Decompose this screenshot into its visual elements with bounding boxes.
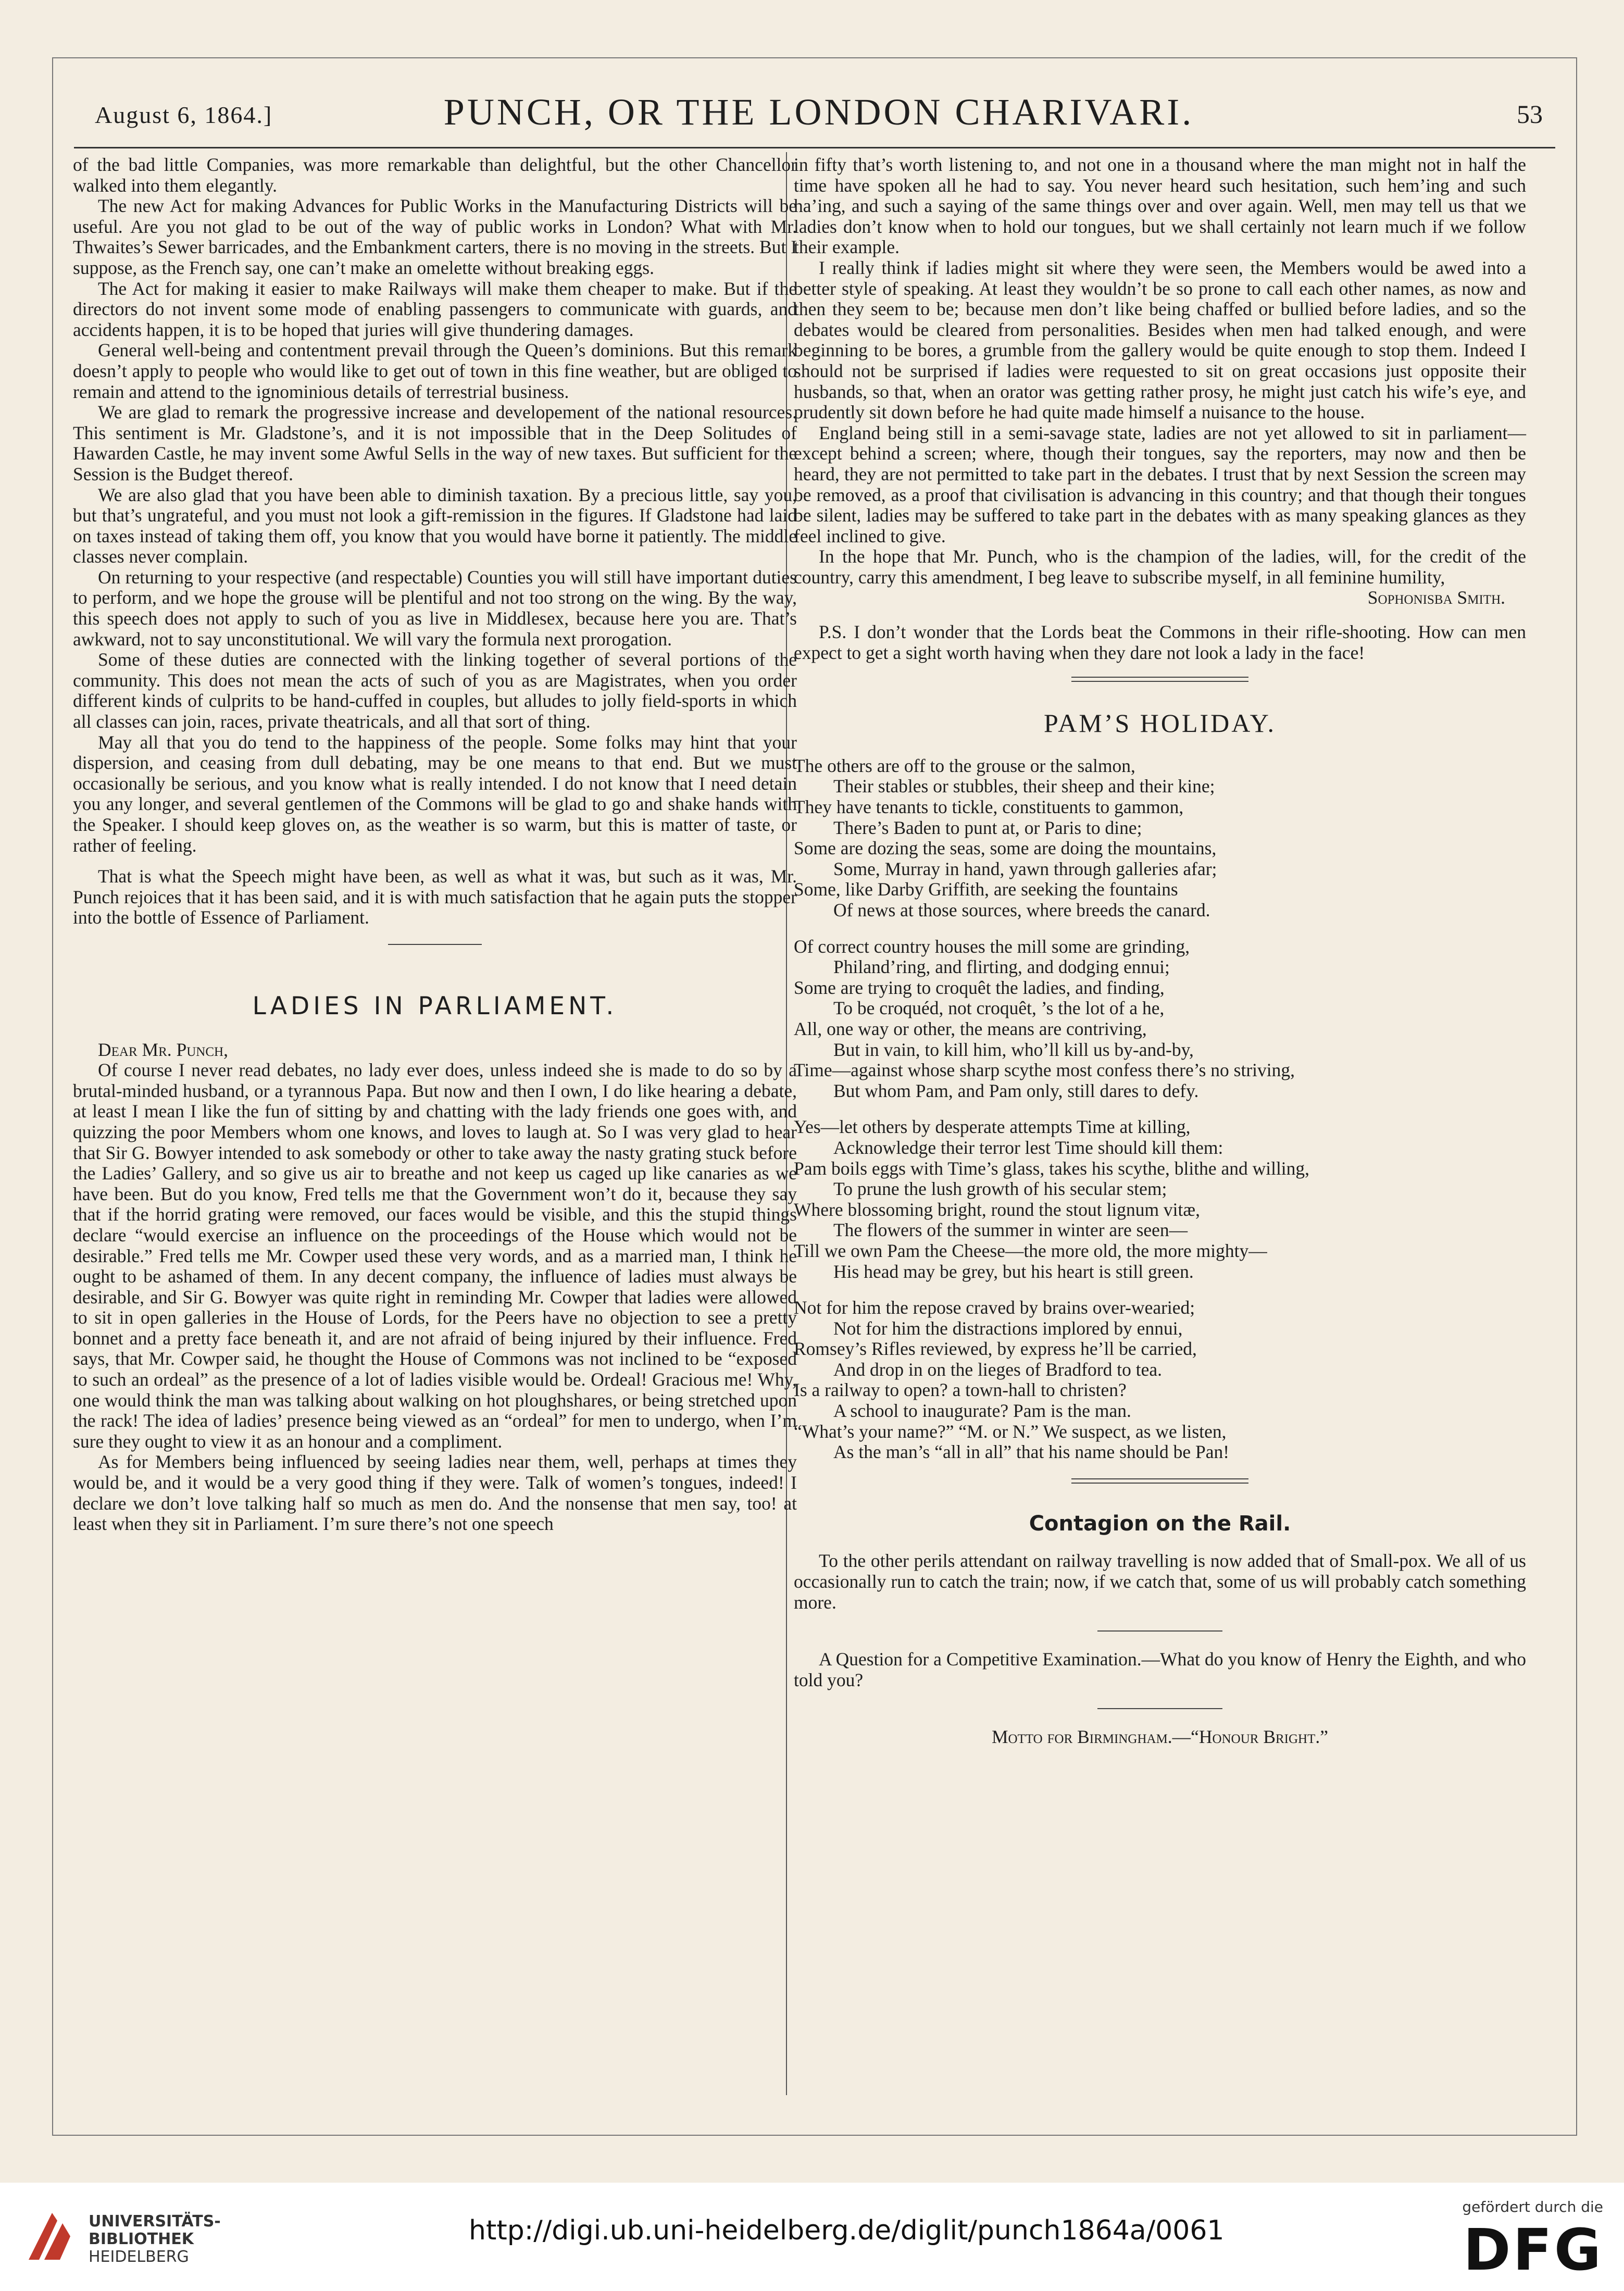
poem-line: And drop in on the lieges of Bradford to tea. bbox=[833, 1359, 1162, 1380]
poem-line: “What’s your name?” “M. or N.” We suspect, as we listen, bbox=[794, 1421, 1227, 1442]
poem-stanza bbox=[794, 1298, 1526, 1463]
poem-line: As the man’s “all in all” that his name should be Pan! bbox=[833, 1441, 1230, 1463]
paragraph: Some of these duties are connected with the linking together of several portions of the community. This does not mean the acts of such of you as are Magistrates, when you order different kinds of culprits to be hand-cuffed in couples, but alludes to jolly field-sports in which all classes can join, races, private theatricals, and all that sort of thing. bbox=[73, 649, 797, 732]
paragraph: As for Members being influenced by seeing ladies near them, well, perhaps at times they would be, and it would be a very good thing if they were. Talk of women’s tongues, indeed! I declare we don’t love talking half so much as men do. And the nonsense that men say, too! at least when they sit in Parliament. I’m sure there’s not one speech bbox=[73, 1451, 797, 1535]
section-rule bbox=[1071, 1478, 1248, 1484]
paragraph: in fifty that’s worth listening to, and not one in a thousand where the man might not in half the time have spoken all he had to say. You never heard such hesitation, such hem’ing and such ha’ing, and such a saying of the same things over and over again. Well, men may tell us that we ladies don’t know when to hold our tongues, but we shall certainly not learn much if we follow their example. bbox=[794, 154, 1526, 258]
paragraph: To the other perils attendant on railway travelling is now added that of Small-pox. We all of us occasionally run to catch the train; now, if we catch that, some of us will probably catch something more. bbox=[794, 1550, 1526, 1613]
poem-stanza bbox=[794, 937, 1526, 1102]
poem-stanza bbox=[794, 1117, 1526, 1282]
page-header bbox=[95, 79, 1543, 142]
poem-line: Time—against whose sharp scythe most confess there’s no striving, bbox=[794, 1060, 1295, 1081]
poem-line: Of correct country houses the mill some are grinding, bbox=[794, 936, 1190, 957]
poem-line: There’s Baden to punt at, or Paris to dine; bbox=[833, 817, 1142, 838]
postscript: P.S. I don’t wonder that the Lords beat the Commons in their rifle-shooting. How can men expect to get a sight worth having when they dare not look a lady in the face! bbox=[794, 621, 1526, 663]
poem-line: Some, Murray in hand, yawn through galleries afar; bbox=[833, 858, 1217, 879]
paragraph: of the bad little Companies, was more remarkable than delightful, but the other Chancellor walked into them elegantly. bbox=[73, 154, 797, 196]
poem-line: Pam boils eggs with Time’s glass, takes his scythe, blithe and willing, bbox=[794, 1157, 1310, 1179]
poem-line: Where blossoming bright, round the stout lignum vitæ, bbox=[794, 1199, 1200, 1220]
funding-caption: gefördert durch die bbox=[1462, 2198, 1603, 2215]
library-name bbox=[89, 2213, 221, 2266]
masthead-title: PUNCH, OR THE LONDON CHARIVARI. bbox=[443, 91, 1194, 133]
paragraph: In the hope that Mr. Punch, who is the champion of the ladies, will, for the credit of the country, carry this amendment, I beg leave to subscribe myself, in all feminine humility, bbox=[794, 546, 1526, 588]
library-name-line: BIBLIOTHEK bbox=[89, 2230, 194, 2248]
poem bbox=[794, 756, 1526, 1463]
left-column bbox=[73, 155, 797, 1535]
page-number: 53 bbox=[1517, 99, 1543, 129]
poem-line: Of news at those sources, where breeds the canard. bbox=[833, 900, 1210, 920]
poem-line: Philand’ring, and flirting, and dodging ennui; bbox=[833, 956, 1170, 978]
section-rule bbox=[388, 944, 482, 945]
footer bbox=[0, 2183, 1624, 2291]
poem-line: They have tenants to tickle, constituents to gammon, bbox=[794, 796, 1184, 818]
poem-line: But whom Pam, and Pam only, still dares to defy. bbox=[833, 1080, 1199, 1101]
paragraph: May all that you do tend to the happiness of the people. Some folks may hint that your dispersion, and ceasing from dull debating, may be one means to that end. But we must occasionally be serious, and you know what is really intended. I do not know that I need detain you any longer, and several gentlemen of the Commons will be glad to go and shake hands with the Speaker. I should keep gloves on, as the weather is so warm, but this is matter of taste, or rather of feeling. bbox=[73, 731, 797, 856]
paragraph: The Act for making it easier to make Railways will make them cheaper to make. But if the directors do not invent some mode of enabling passengers to communicate with guards, and accidents happen, it is to be hoped that juries will give thundering damages. bbox=[73, 278, 797, 340]
library-name-line: HEIDELBERG bbox=[89, 2248, 189, 2266]
paragraph: England being still in a semi-savage state, ladies are not yet allowed to sit in parliament—except behind a screen; where, though their tongues, say the reporters, may now and then be heard, they are not permitted to take part in the debates. I trust that by next Session the screen may be removed, as a proof that civilisation is advancing in this country; and that though their tongues be silent, ladies may be suffered to take part in the debates with as many speaking glances as they feel inclined to give. bbox=[794, 422, 1526, 546]
motto: Motto for Birmingham.—“Honour Bright.” bbox=[991, 1726, 1329, 1748]
right-column bbox=[794, 155, 1526, 1748]
section-rule bbox=[1097, 1708, 1222, 1709]
paragraph: The new Act for making Advances for Public Works in the Manufacturing Districts will be useful. Are you not glad to be out of the way of public works in London? What with Mr. Thwaites’s Sewer barricades, and the Embankment carters, there is no moving in the streets. But I suppose, as the French say, one can’t make an omelette without breaking eggs. bbox=[73, 195, 797, 278]
poem-line: The flowers of the summer in winter are seen— bbox=[833, 1219, 1188, 1241]
paragraph: I really think if ladies might sit where they were seen, the Members would be awed into a better style of speaking. At least they wouldn’t be so prone to call each other names, as now and then they seem to be; because men don’t like being chaffed or bullied before ladies, and so the debates would be cleared from personalities. Besides when men had talked enough, and were beginning to be bores, a grumble from the gallery would be quite enough to stop them. Indeed I should not be surprised if ladies were requested to sit on great occasions just opposite their husbands, so that, when an orator was getting rather prosy, he might just catch his wife’s eye, and prudently sit down before he had quite made himself a nuisance to the house. bbox=[794, 257, 1526, 423]
poem-title: PAM’S HOLIDAY. bbox=[1044, 708, 1276, 738]
article-title-ladies: LADIES IN PARLIAMENT. bbox=[252, 991, 618, 1020]
poem-line: The others are off to the grouse or the salmon, bbox=[794, 755, 1135, 776]
poem-line: Is a railway to open? a town-hall to christen? bbox=[794, 1379, 1127, 1401]
signature: Sophonisba Smith. bbox=[1367, 587, 1505, 608]
poem-line: A school to inaugurate? Pam is the man. bbox=[833, 1400, 1131, 1422]
article-title-contagion: Contagion on the Rail. bbox=[1029, 1511, 1291, 1536]
poem-stanza bbox=[794, 756, 1526, 921]
paragraph: Of course I never read debates, no lady ever does, unless indeed she is made to do so by a brutal-minded husband, or a tyrannous Papa. But now and then I own, I do like hearing a debate, at least I mean I like the fun of sitting by and chatting with the lady friends one goes with, and quizzing the poor Members whom one knows, and loves to laugh at. So I was very glad to hear that Sir G. Bowyer intended to ask somebody or other to take away the nasty grating stuck before the Ladies’ Gallery, and so give us air to breathe and not keep us caged up like canaries as we have been. But do you know, Fred tells me that the Government won’t do it, because they say that if the horrid grating were removed, our faces would be visible, and this the stupid things declare “would exercise an influence on the proceedings of the House which would not be desirable.” Fred tells me Mr. Cowper used these very words, and as a married man, I think he ought to be ashamed of them. In any decent company, the influence of ladies must always be desirable, and Sir G. Bowyer was quite right in reminding Mr. Cowper that ladies were allowed to sit in open galleries in the House of Lords, for the Peers have no objection to see a pretty bonnet and a pretty face beneath it, and are not afraid of being injured by their influence. Fred says, that Mr. Cowper said, he thought the House of Commons was not inclined to be “exposed to such an ordeal” as the presence of a lot of ladies visible would be. Ordeal! Gracious me! Why, one would think the man was talking about walking on hot ploughshares, or being stretched upon the rack! The idea of ladies’ presence being viewed as an “ordeal” for men to undergo, when I’m sure they ought to view it as an honour and a compliment. bbox=[73, 1060, 797, 1452]
poem-line: But in vain, to kill him, who’ll kill us by-and-by, bbox=[833, 1039, 1194, 1060]
poem-line: To be croquéd, not croquêt, ’s the lot of a he, bbox=[833, 998, 1165, 1019]
paragraph: We are glad to remark the progressive increase and developement of the national resources. This sentiment is Mr. Gladstone’s, and it is not impossible that in the Deep Solitudes of Hawarden Castle, he may invent some Awful Sells in the way of new taxes. But sufficient for the Session is the Budget thereof. bbox=[73, 402, 797, 484]
poem-line: To prune the lush growth of his secular stem; bbox=[833, 1178, 1167, 1200]
paragraph: We are also glad that you have been able to diminish taxation. By a precious little, say you, but that’s ungrateful, and you must not look a gift-remission in the figures. If Gladstone had laid on taxes instead of taking them off, you know that you would have borne it patiently. The middle classes never complain. bbox=[73, 484, 797, 567]
poem-line: Romsey’s Rifles reviewed, by express he’ll be carried, bbox=[794, 1338, 1197, 1360]
section-rule bbox=[1071, 677, 1248, 682]
poem-line: Not for him the distractions implored by ennui, bbox=[833, 1317, 1183, 1339]
paragraph: That is what the Speech might have been, as well as what it was, but such as it was, Mr. Punch rejoices that it has been said, and it is with much satisfaction that he again puts the stopper into the bottle of Essence of Parliament. bbox=[73, 866, 797, 928]
poem-line: His head may be grey, but his heart is still green. bbox=[833, 1261, 1194, 1282]
poem-line: Not for him the repose craved by brains over-wearied; bbox=[794, 1297, 1195, 1318]
paragraph: On returning to your respective (and respectable) Counties you will still have important duties to perform, and we hope the grouse will be plentiful and not too strong on the wing. By the way, this speech does not apply to such of you as live in Middlesex, because here you are. That’s awkward, not to say unconstitutional. We will vary the formula next prorogation. bbox=[73, 566, 797, 650]
poem-line: Their stables or stubbles, their sheep and their kine; bbox=[833, 776, 1215, 797]
poem-line: Acknowledge their terror lest Time should kill them: bbox=[833, 1137, 1223, 1158]
page-frame bbox=[52, 57, 1577, 2136]
university-library-logo-icon bbox=[21, 2208, 78, 2265]
poem-line: Yes—let others by desperate attempts Time at killing, bbox=[794, 1116, 1191, 1138]
poem-line: All, one way or other, the means are contriving, bbox=[794, 1018, 1147, 1039]
library-name-line: UNIVERSITÄTS- bbox=[89, 2212, 221, 2231]
salutation: Dear Mr. Punch, bbox=[98, 1039, 228, 1060]
issue-date: August 6, 1864.] bbox=[95, 102, 273, 128]
question-item: A Question for a Competitive Examination.—What do you know of Henry the Eighth, and who told you? bbox=[794, 1649, 1526, 1690]
paragraph: General well-being and contentment prevail through the Queen’s dominions. But this remark doesn’t apply to people who would like to get out of town in this fine weather, but are obliged to remain and attend to the ignominious details of terrestrial business. bbox=[73, 340, 797, 402]
dfg-logo: DFG bbox=[1463, 2217, 1603, 2283]
poem-line: Some, like Darby Griffith, are seeking the fountains bbox=[794, 879, 1178, 900]
poem-line: Some are trying to croquêt the ladies, and finding, bbox=[794, 977, 1165, 998]
section-rule bbox=[1097, 1630, 1222, 1632]
header-rule bbox=[74, 147, 1555, 148]
poem-line: Till we own Pam the Cheese—the more old, the more mighty— bbox=[794, 1240, 1267, 1261]
poem-line: Some are dozing the seas, some are doing the mountains, bbox=[794, 838, 1217, 859]
digital-copy-link[interactable]: http://digi.ub.uni-heidelberg.de/diglit/punch1864a/0061 bbox=[469, 2215, 1225, 2246]
